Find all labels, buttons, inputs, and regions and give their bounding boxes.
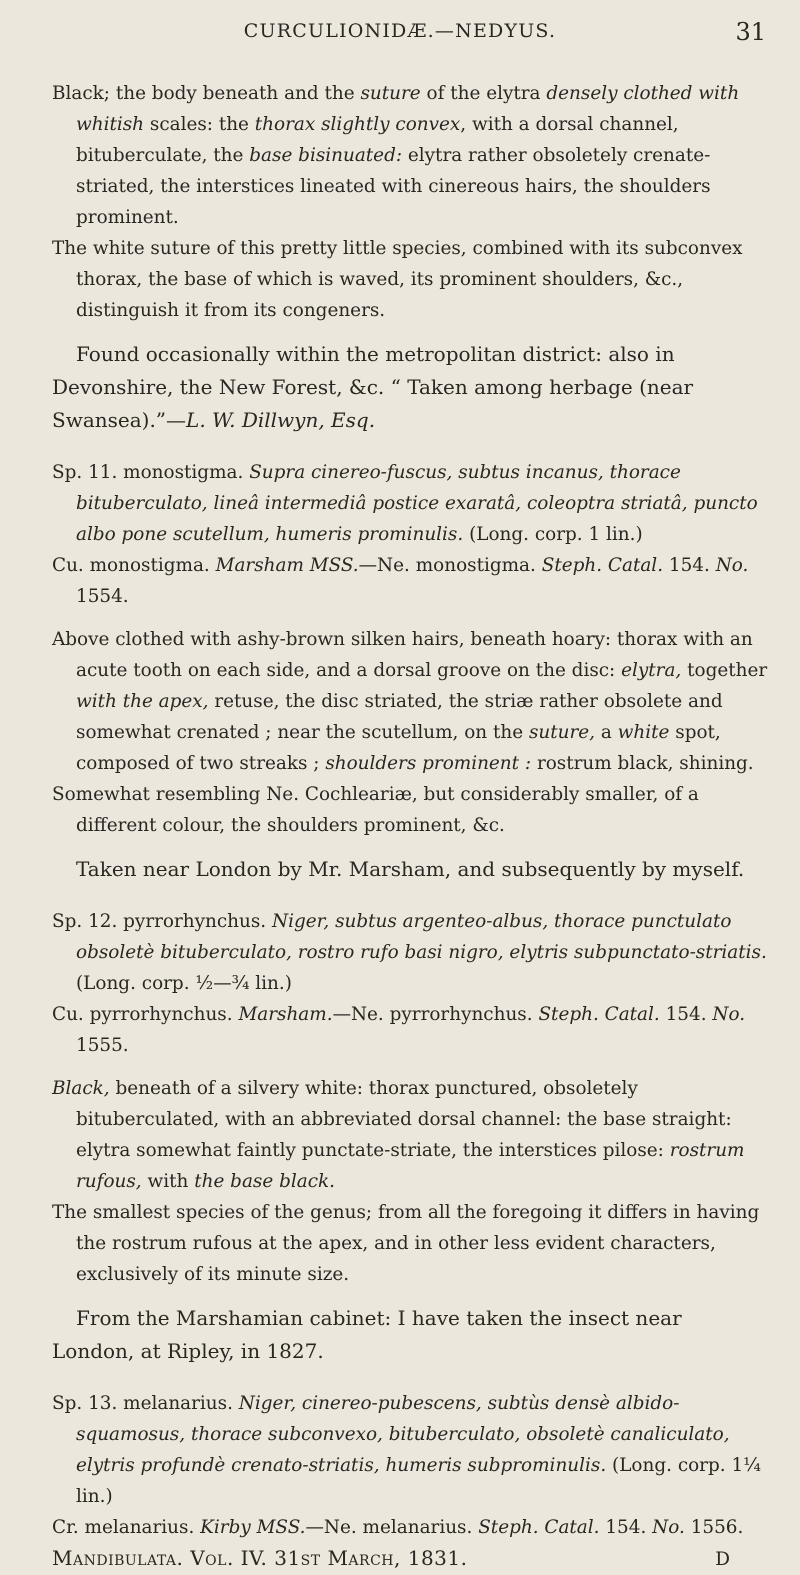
running-head	[0, 20, 800, 50]
running-head-title: CURCULIONIDÆ.—NEDYUS.	[243, 20, 557, 42]
locality-paragraph: From the Marshamian cabinet: I have taken the insect near London, at Ripley, in 1827.	[52, 1306, 682, 1363]
species-heading-melanarius: Sp. 13. melanarius. Niger, cinereo-pubescens, subtùs densè albido-squamosus, thorace subconvexo, bituberculato, obsoletè canaliculato, elytris profundè crenato-striatis, humeris subprominulis. (Long. corp. 1¼ lin.)	[52, 1393, 761, 1507]
description-paragraph: Black; the body beneath and the suture of the elytra densely clothed with whitish scales: the thorax slightly convex, with a dorsal channel, bituberculate, the base bisinuated: elytra rather obsoletely crenate-striated, the interstices lineated with cinereous hairs, the shoulders prominent.	[52, 83, 740, 228]
synonymy-monostigma: Cu. monostigma. Marsham MSS.—Ne. monostigma. Steph. Catal. 154. No. 1554.	[52, 555, 749, 607]
page-body	[52, 78, 770, 1575]
synonymy-melanarius: Cr. melanarius. Kirby MSS.—Ne. melanarius. Steph. Catal. 154. No. 1556.	[52, 1517, 744, 1538]
locality-paragraph: Taken near London by Mr. Marsham, and subsequently by myself.	[76, 857, 745, 881]
signature-mark: D	[715, 1549, 730, 1570]
remarks-paragraph: The smallest species of the genus; from all the foregoing it differs in having the rostrum rufous at the apex, and in other less evident characters, exclusively of its minute size.	[52, 1202, 760, 1285]
remarks-paragraph: Somewhat resembling Ne. Cochleariæ, but considerably smaller, of a different colour, the shoulders prominent, &c.	[52, 784, 699, 836]
locality-paragraph: Found occasionally within the metropolitan district: also in Devonshire, the New Forest, &c. “ Taken among herbage (near Swansea).”—L. W. Dillwyn, Esq.	[52, 342, 694, 432]
description-paragraph: Above clothed with ashy-brown silken hairs, beneath hoary: thorax with an acute tooth on each side, and a dorsal groove on the disc: elytra, together with the apex, retuse, the disc striated, the striæ rather obsolete and somewhat crenated ; near the scutellum, on the suture, a white spot, composed of two streaks ; shoulders prominent : rostrum black, shining.	[52, 629, 768, 774]
page-number: 31	[735, 18, 766, 46]
synonymy-pyrrorhynchus: Cu. pyrrorhynchus. Marsham.—Ne. pyrrorhynchus. Steph. Catal. 154. No. 1555.	[52, 1004, 746, 1056]
imprint-line: Mandibulata. Vol. IV. 31st March, 1831.	[52, 1546, 468, 1570]
description-paragraph: Black, beneath of a silvery white: thorax punctured, obsoletely bituberculated, with an abbreviated dorsal channel: the base straight: elytra somewhat faintly punctate-striate, the interstices pilose: rostrum rufous, with the base black.	[52, 1078, 745, 1192]
footer	[52, 1543, 770, 1575]
species-heading-pyrrorhynchus: Sp. 12. pyrrorhynchus. Niger, subtus argenteo-albus, thorace punctulato obsoletè bituberculato, rostro rufo basi nigro, elytris subpunctato-striatis. (Long. corp. ½—¾ lin.)	[52, 911, 767, 994]
species-heading-monostigma: Sp. 11. monostigma. Supra cinereo-fuscus, subtus incanus, thorace bituberculato, lineâ intermediâ postice exaratâ, coleoptra striatâ, puncto albo pone scutellum, humeris prominulis. (Long. corp. 1 lin.)	[52, 462, 758, 545]
remarks-paragraph: The white suture of this pretty little species, combined with its subconvex thorax, the base of which is waved, its prominent shoulders, &c., distinguish it from its congeners.	[52, 238, 743, 321]
